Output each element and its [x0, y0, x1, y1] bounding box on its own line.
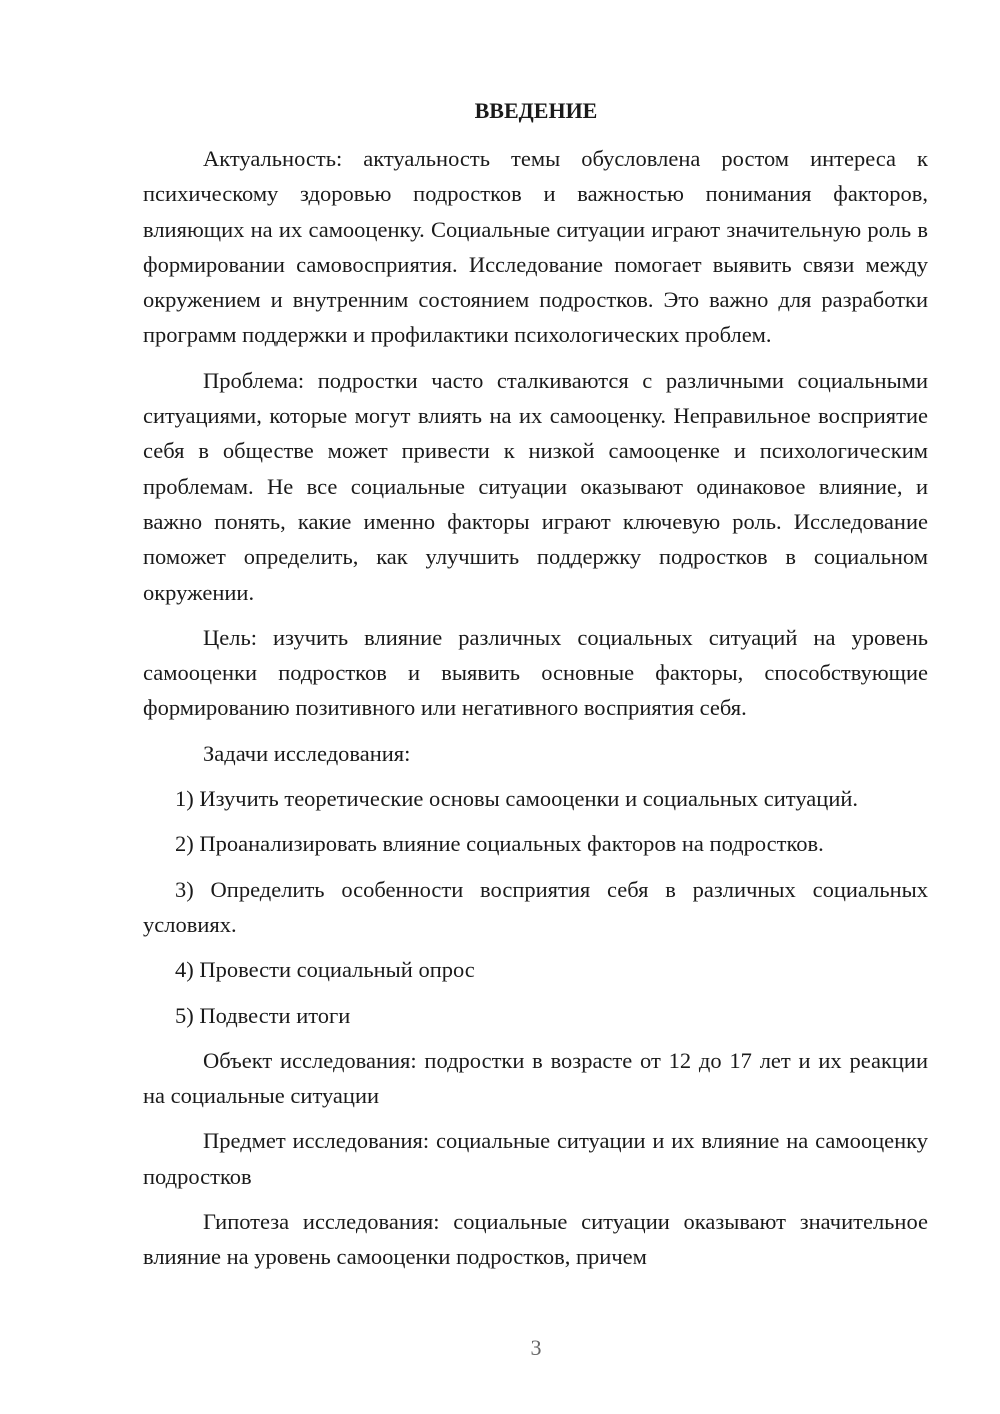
paragraph-object: Объект исследования: подростки в возрасте от 12 до 17 лет и их реакции на социальные ситуации: [143, 1047, 928, 1109]
task-item: 4) Провести социальный опрос: [175, 957, 475, 983]
task-item: 5) Подвести итоги: [175, 1002, 351, 1028]
paragraph-problem: Проблема: подростки часто сталкиваются с различными социальными ситуациями, которые могут влиять на их самооценку. Неправильное восприятие себя в обществе может привести к низкой самооценке и психологическим проблемам. Не все социальные ситуации оказывают одинаковое влияние, и важно понять, какие именно факторы играют ключевую роль. Исследование поможет определить, как улучшить поддержку подростков в социальном окружении.: [143, 367, 928, 605]
paragraph-subject: Предмет исследования: социальные ситуации и их влияние на самооценку подростков: [143, 1128, 928, 1189]
paragraph-hypothesis: Гипотеза исследования: социальные ситуации оказывают значительное влияние на уровень самооценки подростков, причем: [143, 1209, 928, 1270]
page-number: 3: [530, 1335, 542, 1360]
tasks-heading: Задачи исследования:: [203, 740, 411, 766]
section-title: ВВЕДЕНИЕ: [474, 98, 598, 123]
task-item: 2) Проанализировать влияние социальных факторов на подростков.: [175, 831, 824, 857]
document-body: [143, 141, 928, 1285]
task-item: 3) Определить особенности восприятия себя в различных социальных условиях.: [143, 876, 928, 937]
paragraph-goal: Цель: изучить влияние различных социальных ситуаций на уровень самооценки подростков и выявить основные факторы, способствующие формированию позитивного или негативного восприятия себя.: [143, 624, 928, 721]
task-item: 1) Изучить теоретические основы самооценки и социальных ситуаций.: [175, 786, 859, 812]
paragraph-relevance: Актуальность: актуальность темы обусловлена ростом интереса к психическому здоровью подростков и важностью понимания факторов, влияющих на их самооценку. Социальные ситуации играют значительную роль в формировании самовосприятия. Исследование помогает выявить связи между окружением и внутренним состоянием подростков. Это важно для разработки программ поддержки и профилактики психологических проблем.: [143, 146, 928, 348]
